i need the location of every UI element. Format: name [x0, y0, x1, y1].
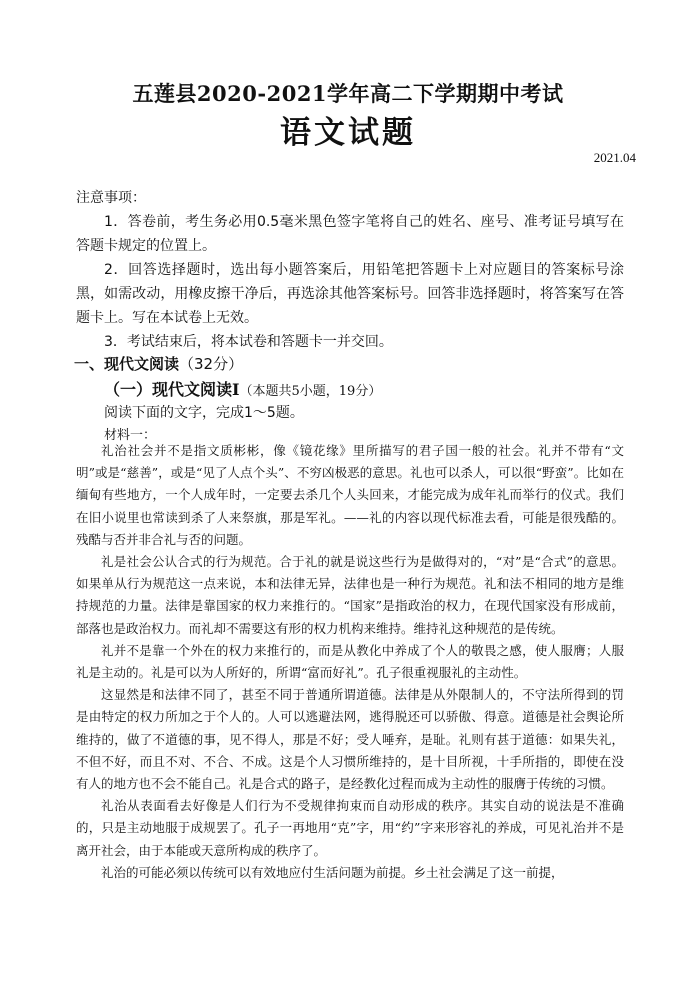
passage-paragraph: 礼治的可能必须以传统可以有效地应付生活问题为前提。乡土社会满足了这一前提，	[101, 864, 564, 880]
exam-title: 五莲县2020-2021学年高二下学期期中考试	[132, 81, 564, 106]
material-label: 材料一：	[104, 428, 157, 443]
notice-item: 3．考试结束后，将本试卷和答题卡一并交回。	[104, 334, 393, 350]
passage-paragraph: 礼治社会并不是指文质彬彬，像《镜花缘》里所描写的君子国一般的社会。礼并不带有“文明”或是“慈善”，或是“见了人点个头”、不穷凶极恶的意思。礼也可以杀人，可以很“野蛮”。比如在缅甸有些地方，一个人成年时，一定要去杀几个人头回来，才能完成为成年礼而举行的仪式。我们在旧小说里也常读到杀了人来祭旗，那是军礼。——礼的内容以现代标准去看，可能是很残酷的。残酷与否并非合礼与否的问题。	[76, 443, 624, 547]
section-points: （32分）	[179, 355, 244, 373]
exam-subject: 语文试题	[280, 115, 416, 151]
reading-instruction: 阅读下面的文字，完成1～5题。	[104, 405, 304, 421]
passage-paragraph: 这显然是和法律不同了，甚至不同于普通所谓道德。法律是从外限制人的，不守法所得到的罚是由特定的权力所加之于个人的。人可以逃避法网，逃得脱还可以骄傲、得意。道德是社会舆论所维持的，做了不道德的事，见不得人，那是不好；受人唾弃，是耻。礼则有甚于道德：如果失礼，不但不好，而且不对、不合、不成。这是个人习惯所维持的，是十目所视，十手所指的，即使在没有人的地方也不会不能自己。礼是合式的路子，是经教化过程而成为主动性的服膺于传统的习惯。	[76, 687, 624, 792]
notice-item: 2．回答选择题时，选出每小题答案后，用铅笔把答题卡上对应题目的答案标号涂黑，如需改动，用橡皮擦干净后，再选涂其他答案标号。回答非选择题时，将答案写在答题卡上。写在本试卷上无效。	[76, 262, 624, 326]
subsection-label: （一）现代文阅读Ⅰ	[104, 380, 240, 399]
passage-paragraph: 礼治从表面看去好像是人们行为不受规律拘束而自动形成的秩序。其实自动的说法是不准确的，只是主动地服于成规罢了。孔子一再地用“克”字，用“约”字来形容礼的养成，可见礼治并不是离开社会，由于本能或天意所构成的秩序了。	[76, 798, 624, 858]
exam-date: 2021.04	[593, 150, 636, 165]
subsection-heading	[104, 377, 381, 400]
notice-heading: 注意事项：	[76, 190, 146, 206]
section-heading	[74, 353, 243, 374]
passage-body	[76, 440, 624, 884]
passage-paragraph: 礼是社会公认合式的行为规范。合于礼的就是说这些行为是做得对的，“对”是“合式”的意思。如果单从行为规范这一点来说，本和法律无异，法律也是一种行为规范。礼和法不相同的地方是维持规范的力量。法律是靠国家的权力来推行的。“国家”是指政治的权力，在现代国家没有形成前，部落也是政治权力。而礼却不需要这有形的权力机构来维持。维持礼这种规范的是传统。	[76, 554, 624, 636]
section-label: 一、现代文阅读	[74, 355, 180, 373]
notice-item: 1．答卷前，考生务必用0.5毫米黑色签字笔将自己的姓名、座号、准考证号填写在答题卡规定的位置上。	[76, 214, 624, 254]
subsection-note: （本题共5小题，19分）	[239, 384, 382, 399]
passage-paragraph: 礼并不是靠一个外在的权力来推行的，而是从教化中养成了个人的敬畏之感，使人服膺；人服礼是主动的。礼是可以为人所好的，所谓“富而好礼”。孔子很重视服礼的主动性。	[76, 642, 624, 681]
notice-block	[76, 186, 624, 354]
